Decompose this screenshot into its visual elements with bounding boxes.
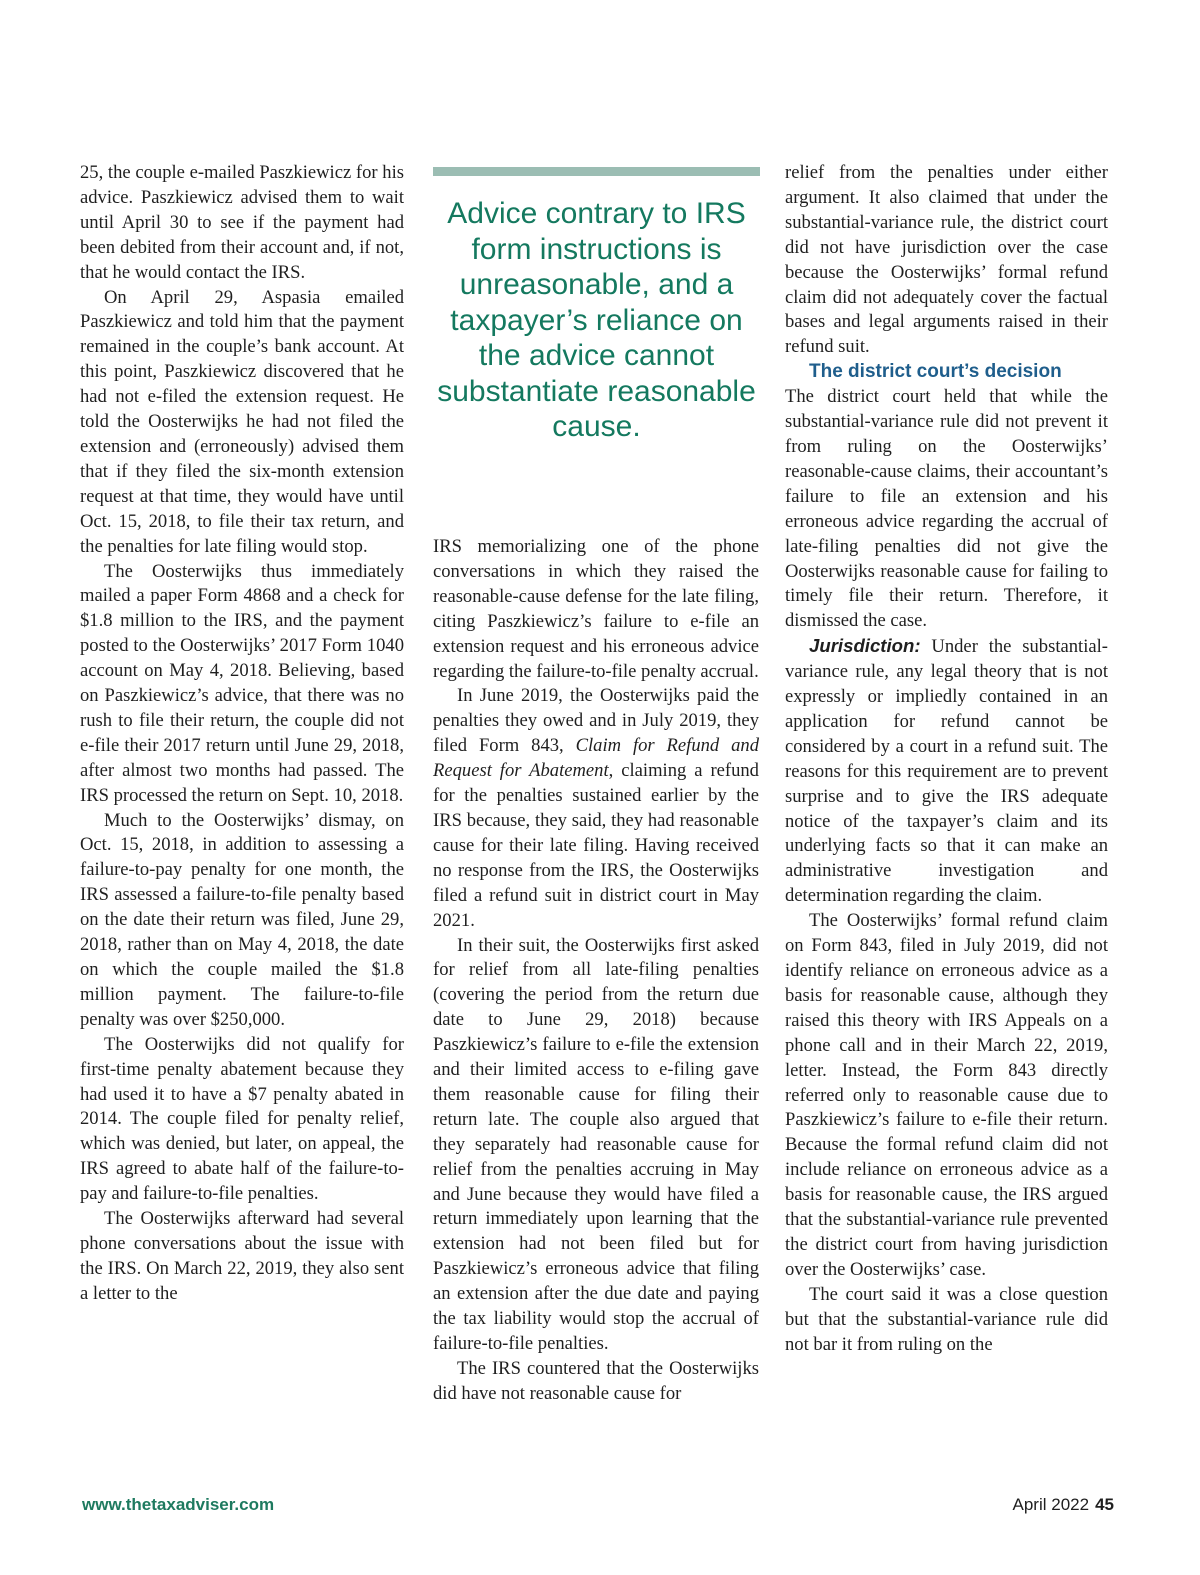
footer-date: April 2022 <box>1012 1495 1090 1514</box>
paragraph <box>433 684 759 933</box>
paragraph-text: Under the substantial-variance rule, any legal theory that is not expressly or impliedly contained in an application for refund cannot be considered by a court in a refund suit. The reasons for this requirement are to prevent surprise and to give the IRS adequate notice of the taxpayer’s claim and its underlying facts so that it can make an administrative investigation and determination regarding the claim. <box>785 636 1108 907</box>
paragraph: The IRS countered that the Oosterwijks did have not reasonable cause for <box>433 1357 759 1404</box>
article-column-3 <box>785 161 1108 1358</box>
paragraph: The Oosterwijks did not qualify for first-time penalty abatement because they had used it to have a $7 penalty abated in 2014. The couple filed for penalty relief, which was denied, but later, on appeal, the IRS agreed to abate half of the failure-to-pay and failure-to-file penalties. <box>80 1033 404 1205</box>
page-number: 45 <box>1095 1495 1114 1514</box>
paragraph: Much to the Oosterwijks’ dismay, on Oct. 15, 2018, in addition to assessing a failure-to-pay penalty for one month, the IRS assessed a failure-to-file penalty based on the date their return was filed, June 29, 2018, rather than on May 4, 2018, the date on which the couple mailed the $1.8 million payment. The failure-to-file penalty was over $250,000. <box>80 809 404 1030</box>
footer-issue-info <box>1013 1495 1114 1515</box>
paragraph: The Oosterwijks thus immediately mailed a paper Form 4868 and a check for $1.8 million to the IRS, and the payment posted to the Oosterwijks’ 2017 Form 1040 account on May 4, 2018. Believing, based on Paszkiewicz’s advice, that there was no rush to file their return, the couple did not e-file their 2017 return until June 29, 2018, after almost two months had passed. The IRS processed the return on Sept. 10, 2018. <box>80 560 404 806</box>
article-column-1 <box>80 161 404 1307</box>
paragraph: The district court held that while the substantial-variance rule did not prevent it from ruling on the Oosterwijks’ reasonable-cause claims, their accountant’s failure to file an extension and his erroneous advice regarding the accrual of late-filing penalties did not give the Oosterwijks reasonable cause for failing to timely file their return. Therefore, it dismissed the case. <box>785 386 1108 632</box>
paragraph: The Oosterwijks’ formal refund claim on Form 843, filed in July 2019, did not identify reliance on erroneous advice as a basis for reasonable cause, although they raised this theory with IRS Appeals on a phone call and in their March 22, 2019, letter. Instead, the Form 843 directly referred only to reasonable cause due to Paszkiewicz’s failure to e-file their return. Because the formal refund claim did not include reliance on erroneous advice as a basis for reasonable cause, the IRS argued that the substantial-variance rule prevented the district court from having jurisdiction over the Oosterwijks’ case. <box>785 910 1108 1280</box>
form-title-italic: Claim for Refund and Request for Abatement <box>433 735 759 782</box>
paragraph: 25, the couple e-mailed Paszkiewicz for his advice. Paszkiewicz advised them to wait until April 30 to see if the payment had been debited from their account and, if not, that he would contact the IRS. <box>80 162 404 283</box>
section-heading: The district court’s decision <box>809 361 1062 383</box>
paragraph-text: In June 2019, the Oosterwijks paid the penalties they owed and in July 2019, they filed Form 843, <box>433 685 759 757</box>
pull-quote: Advice contrary to IRS form instructions is unreasonable, and a taxpayer’s reliance on the advice cannot substantiate reasonable cause. <box>437 197 756 443</box>
footer-website-url: www.thetaxadviser.com <box>82 1495 275 1514</box>
paragraph: IRS memorializing one of the phone conversations in which they raised the reasonable-cause defense for the late filing, citing Paszkiewicz’s failure to e-file an extension request and his erroneous advice regarding the failure-to-file penalty accrual. <box>433 536 759 682</box>
paragraph: In their suit, the Oosterwijks first asked for relief from all late-filing penalties (covering the period from the return due date to June 29, 2018) because Paszkiewicz’s failure to e-file the extension and their limited access to e-filing gave them reasonable cause for filing their return late. The couple also argued that they separately had reasonable cause for relief from the penalties accruing in May and June because they would have filed a return immediately upon learning that the extension had not been filed but for Paszkiewicz’s erroneous advice that filing an extension after the due date and paying the tax liability would stop the accrual of failure-to-file penalties. <box>433 934 759 1354</box>
paragraph: On April 29, Aspasia emailed Paszkiewicz and told him that the payment remained in the couple’s bank account. At this point, Paszkiewicz discovered that he had not e-filed the extension request. He told the Oosterwijks he had not filed the extension and (erroneously) advised them that if they filed the six-month extension request at that time, they would have until Oct. 15, 2018, to file their tax return, and the penalties for late filing would stop. <box>80 286 404 557</box>
paragraph-text: , claiming a refund for the penalties sustained earlier by the IRS because, they said, they had reasonable cause for their late filing. Having received no response from the IRS, the Oosterwijks filed a refund suit in district court in May 2021. <box>433 760 759 931</box>
paragraph: relief from the penalties under either argument. It also claimed that under the substantial-variance rule, the district court did not have jurisdiction over the case because the Oosterwijks’ formal refund claim did not adequately cover the factual bases and legal arguments raised in their refund suit. <box>785 162 1108 358</box>
article-column-2 <box>433 535 759 1407</box>
paragraph: The Oosterwijks afterward had several phone conversations about the issue with the IRS. On March 22, 2019, they also sent a letter to the <box>80 1208 404 1304</box>
paragraph <box>785 634 1108 909</box>
paragraph: The court said it was a close question but that the substantial-variance rule did not bar it from ruling on the <box>785 1283 1108 1355</box>
pull-quote-rule <box>433 167 760 176</box>
run-in-heading: Jurisdiction: <box>809 635 921 657</box>
